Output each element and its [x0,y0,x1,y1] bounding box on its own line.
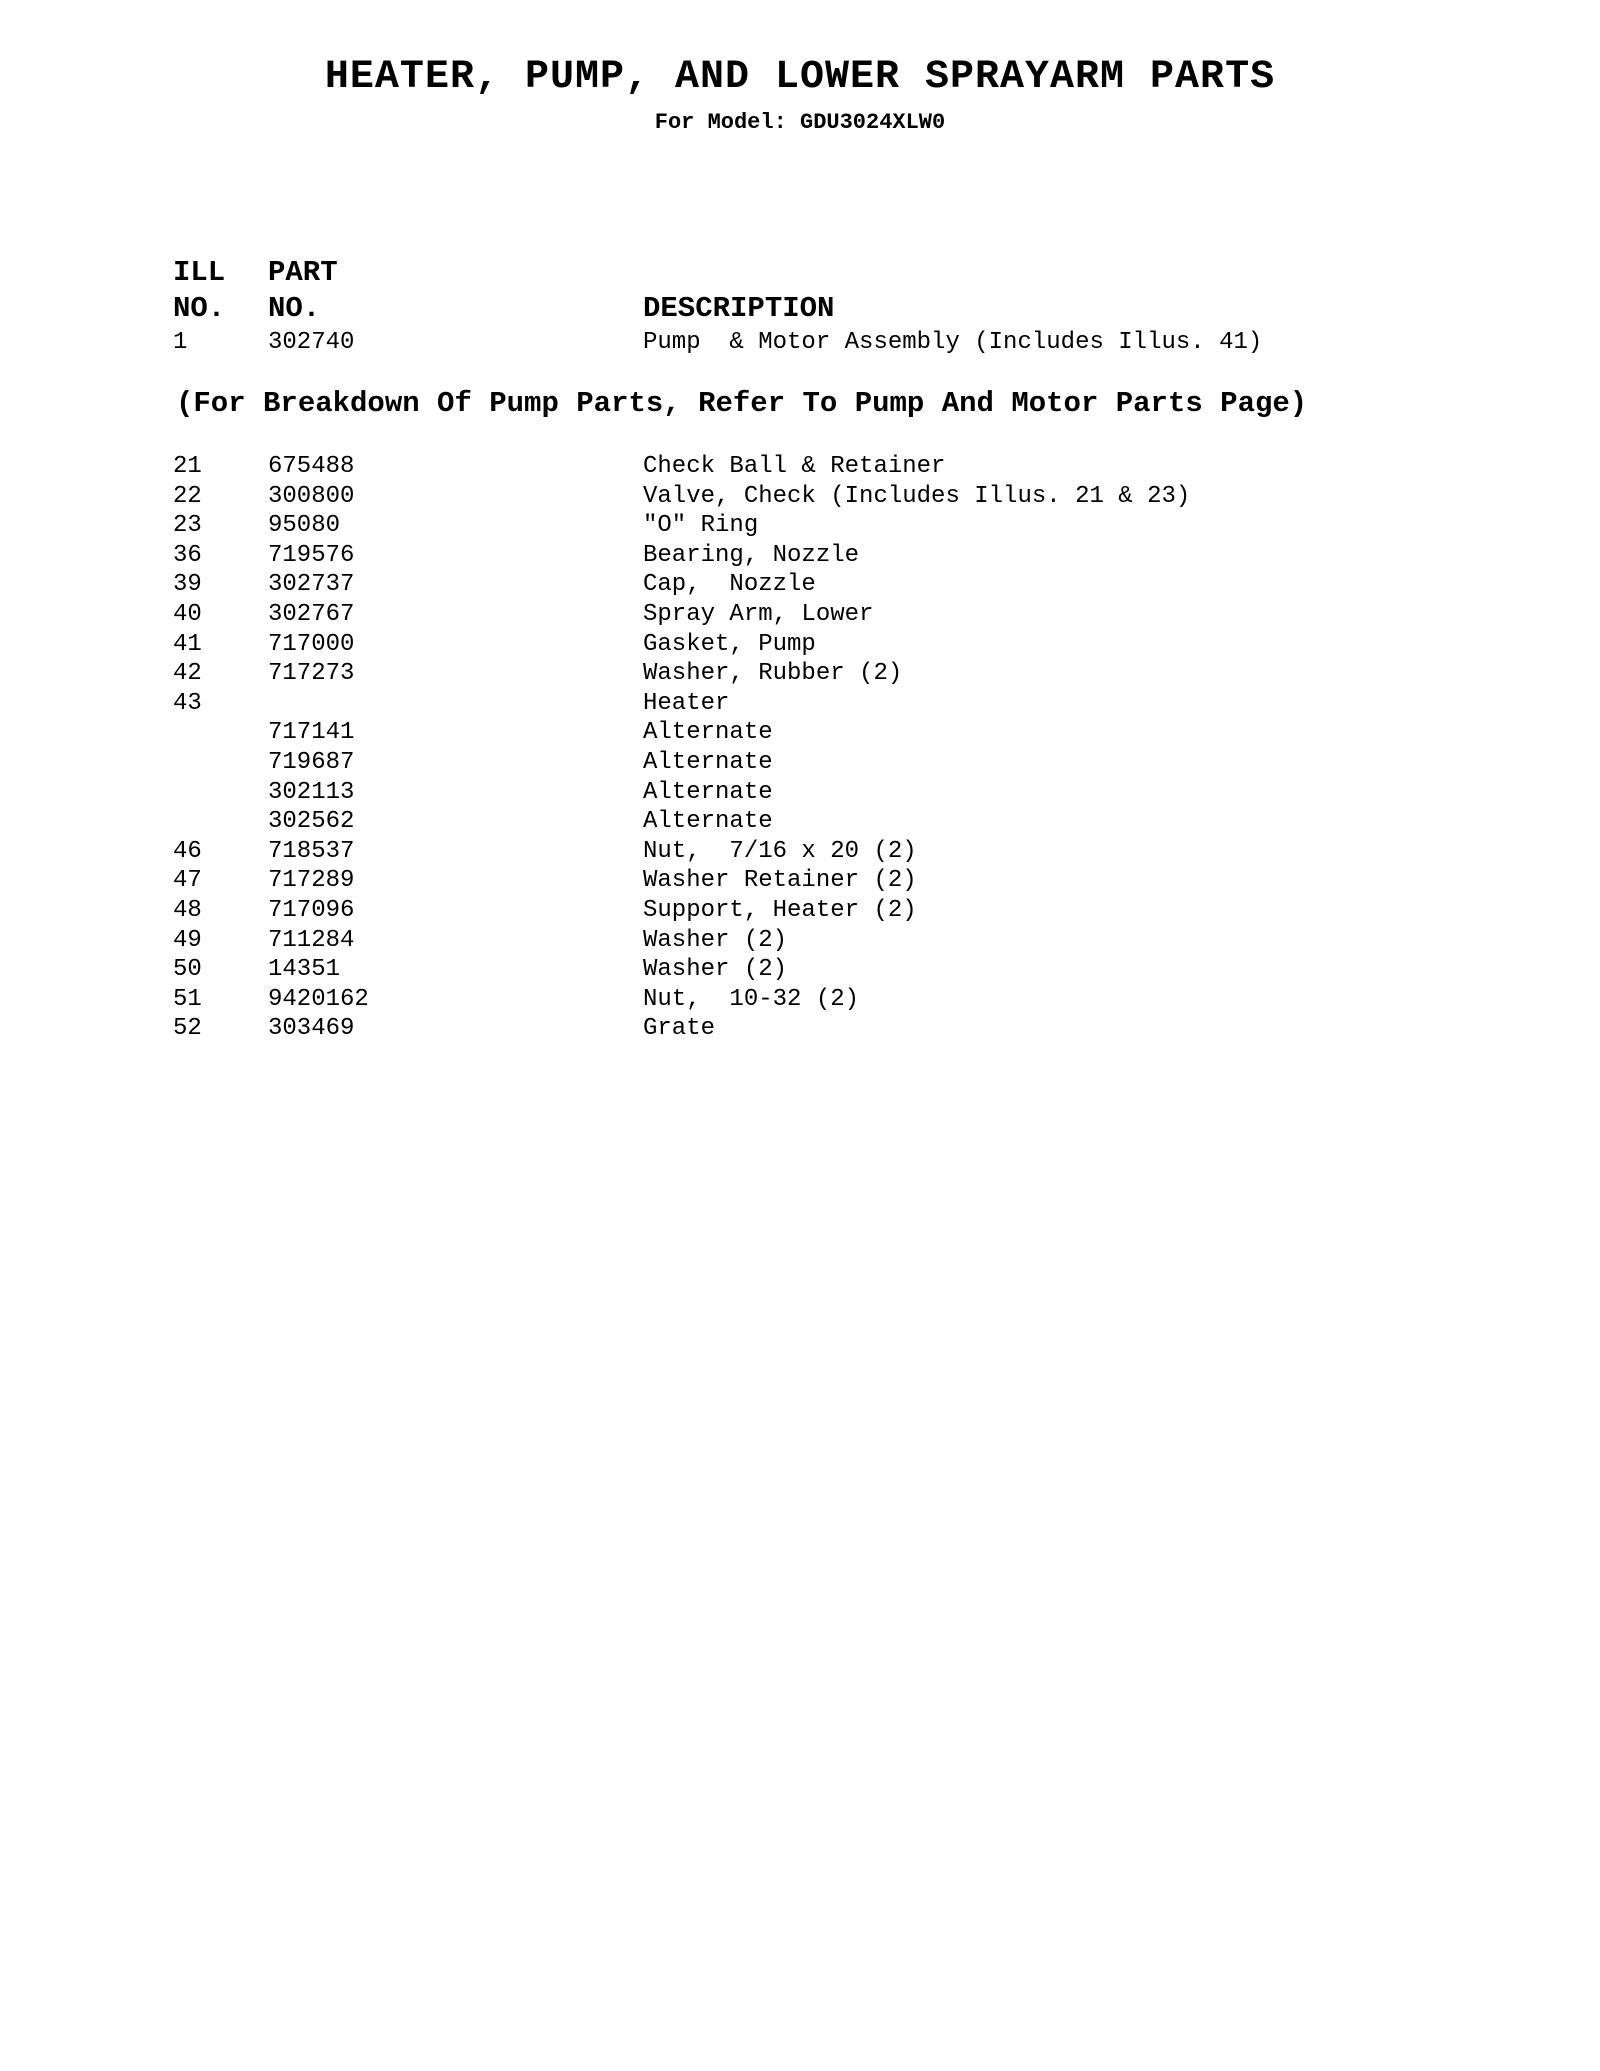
part-number: 302113 [268,778,355,806]
table-row [0,807,1600,837]
part-description: Washer (2) [643,926,788,954]
ill-number: 23 [173,512,202,540]
part-number: 717289 [268,867,355,895]
table-row [0,630,1600,660]
table-row [0,328,1600,358]
ill-number: 49 [173,926,202,954]
part-number: 711284 [268,926,355,954]
model-subtitle: For Model: GDU3024XLW0 [654,110,946,135]
table-row [0,511,1600,541]
table-row [0,926,1600,956]
part-description: Valve, Check (Includes Illus. 21 & 23) [643,482,1191,510]
part-number: 95080 [268,512,341,540]
ill-number: 46 [173,837,202,865]
part-number: 14351 [268,956,341,984]
ill-number: 40 [173,601,202,628]
part-description: Washer, Rubber (2) [643,660,903,688]
part-header-line2: NO. [268,292,321,325]
breakdown-note: (For Breakdown Of Pump Parts, Refer To Pump And Motor Parts Page) [176,387,1308,420]
part-number: 302562 [268,808,355,836]
table-row [0,482,1600,512]
table-row [0,659,1600,689]
part-number: 717000 [268,630,355,658]
ill-header-line2: NO. [173,292,226,325]
table-row [0,837,1600,867]
ill-number: 21 [173,453,202,480]
ill-number: 48 [173,897,202,924]
table-row [0,600,1600,630]
part-number: 717273 [268,660,355,688]
table-row [0,689,1600,719]
part-description: Grate [643,1015,716,1043]
part-number: 717141 [268,719,355,747]
ill-number: 43 [173,689,202,717]
part-description: Pump & Motor Assembly (Includes Illus. 41) [643,329,1263,356]
table-row [0,955,1600,985]
part-number: 303469 [268,1015,355,1043]
ill-number: 36 [173,541,202,569]
part-description: Bearing, Nozzle [643,541,860,569]
ill-number: 42 [173,660,202,688]
part-description: Washer (2) [643,956,788,984]
ill-number: 51 [173,985,202,1013]
part-description: Nut, 7/16 x 20 (2) [643,837,917,865]
part-description: Gasket, Pump [643,630,816,658]
table-row [0,985,1600,1015]
ill-number: 1 [173,329,188,356]
page-title: HEATER, PUMP, AND LOWER SPRAYARM PARTS [324,55,1276,100]
ill-number: 22 [173,482,202,510]
part-number: 9420162 [268,985,369,1013]
table-row [0,866,1600,896]
part-description: Cap, Nozzle [643,571,816,599]
part-number: 717096 [268,897,355,924]
table-row [0,778,1600,808]
table-row [0,541,1600,571]
part-description: Washer Retainer (2) [643,867,917,895]
part-description: Check Ball & Retainer [643,453,946,480]
part-number: 719576 [268,541,355,569]
part-description: Alternate [643,719,773,747]
table-row [0,570,1600,600]
part-description: Spray Arm, Lower [643,601,874,628]
table-row [0,718,1600,748]
table-row [0,748,1600,778]
part-number: 719687 [268,749,355,776]
table-row [0,1014,1600,1044]
table-row [0,452,1600,482]
ill-header-line1: ILL [173,256,226,289]
ill-number: 39 [173,571,202,599]
part-number: 302737 [268,571,355,599]
ill-number: 47 [173,867,202,895]
part-description: Nut, 10-32 (2) [643,985,860,1013]
part-number: 718537 [268,837,355,865]
ill-number: 41 [173,630,202,658]
part-number: 675488 [268,453,355,480]
part-number: 302767 [268,601,355,628]
description-header: DESCRIPTION [643,292,835,325]
part-description: Alternate [643,778,773,806]
ill-number: 52 [173,1015,202,1043]
part-description: Alternate [643,808,773,836]
part-description: "O" Ring [643,512,759,540]
part-description: Support, Heater (2) [643,897,917,924]
part-description: Alternate [643,749,773,776]
table-row [0,896,1600,926]
ill-number: 50 [173,956,202,984]
part-header-line1: PART [268,256,338,289]
part-description: Heater [643,689,730,717]
part-number: 300800 [268,482,355,510]
part-number: 302740 [268,329,355,356]
